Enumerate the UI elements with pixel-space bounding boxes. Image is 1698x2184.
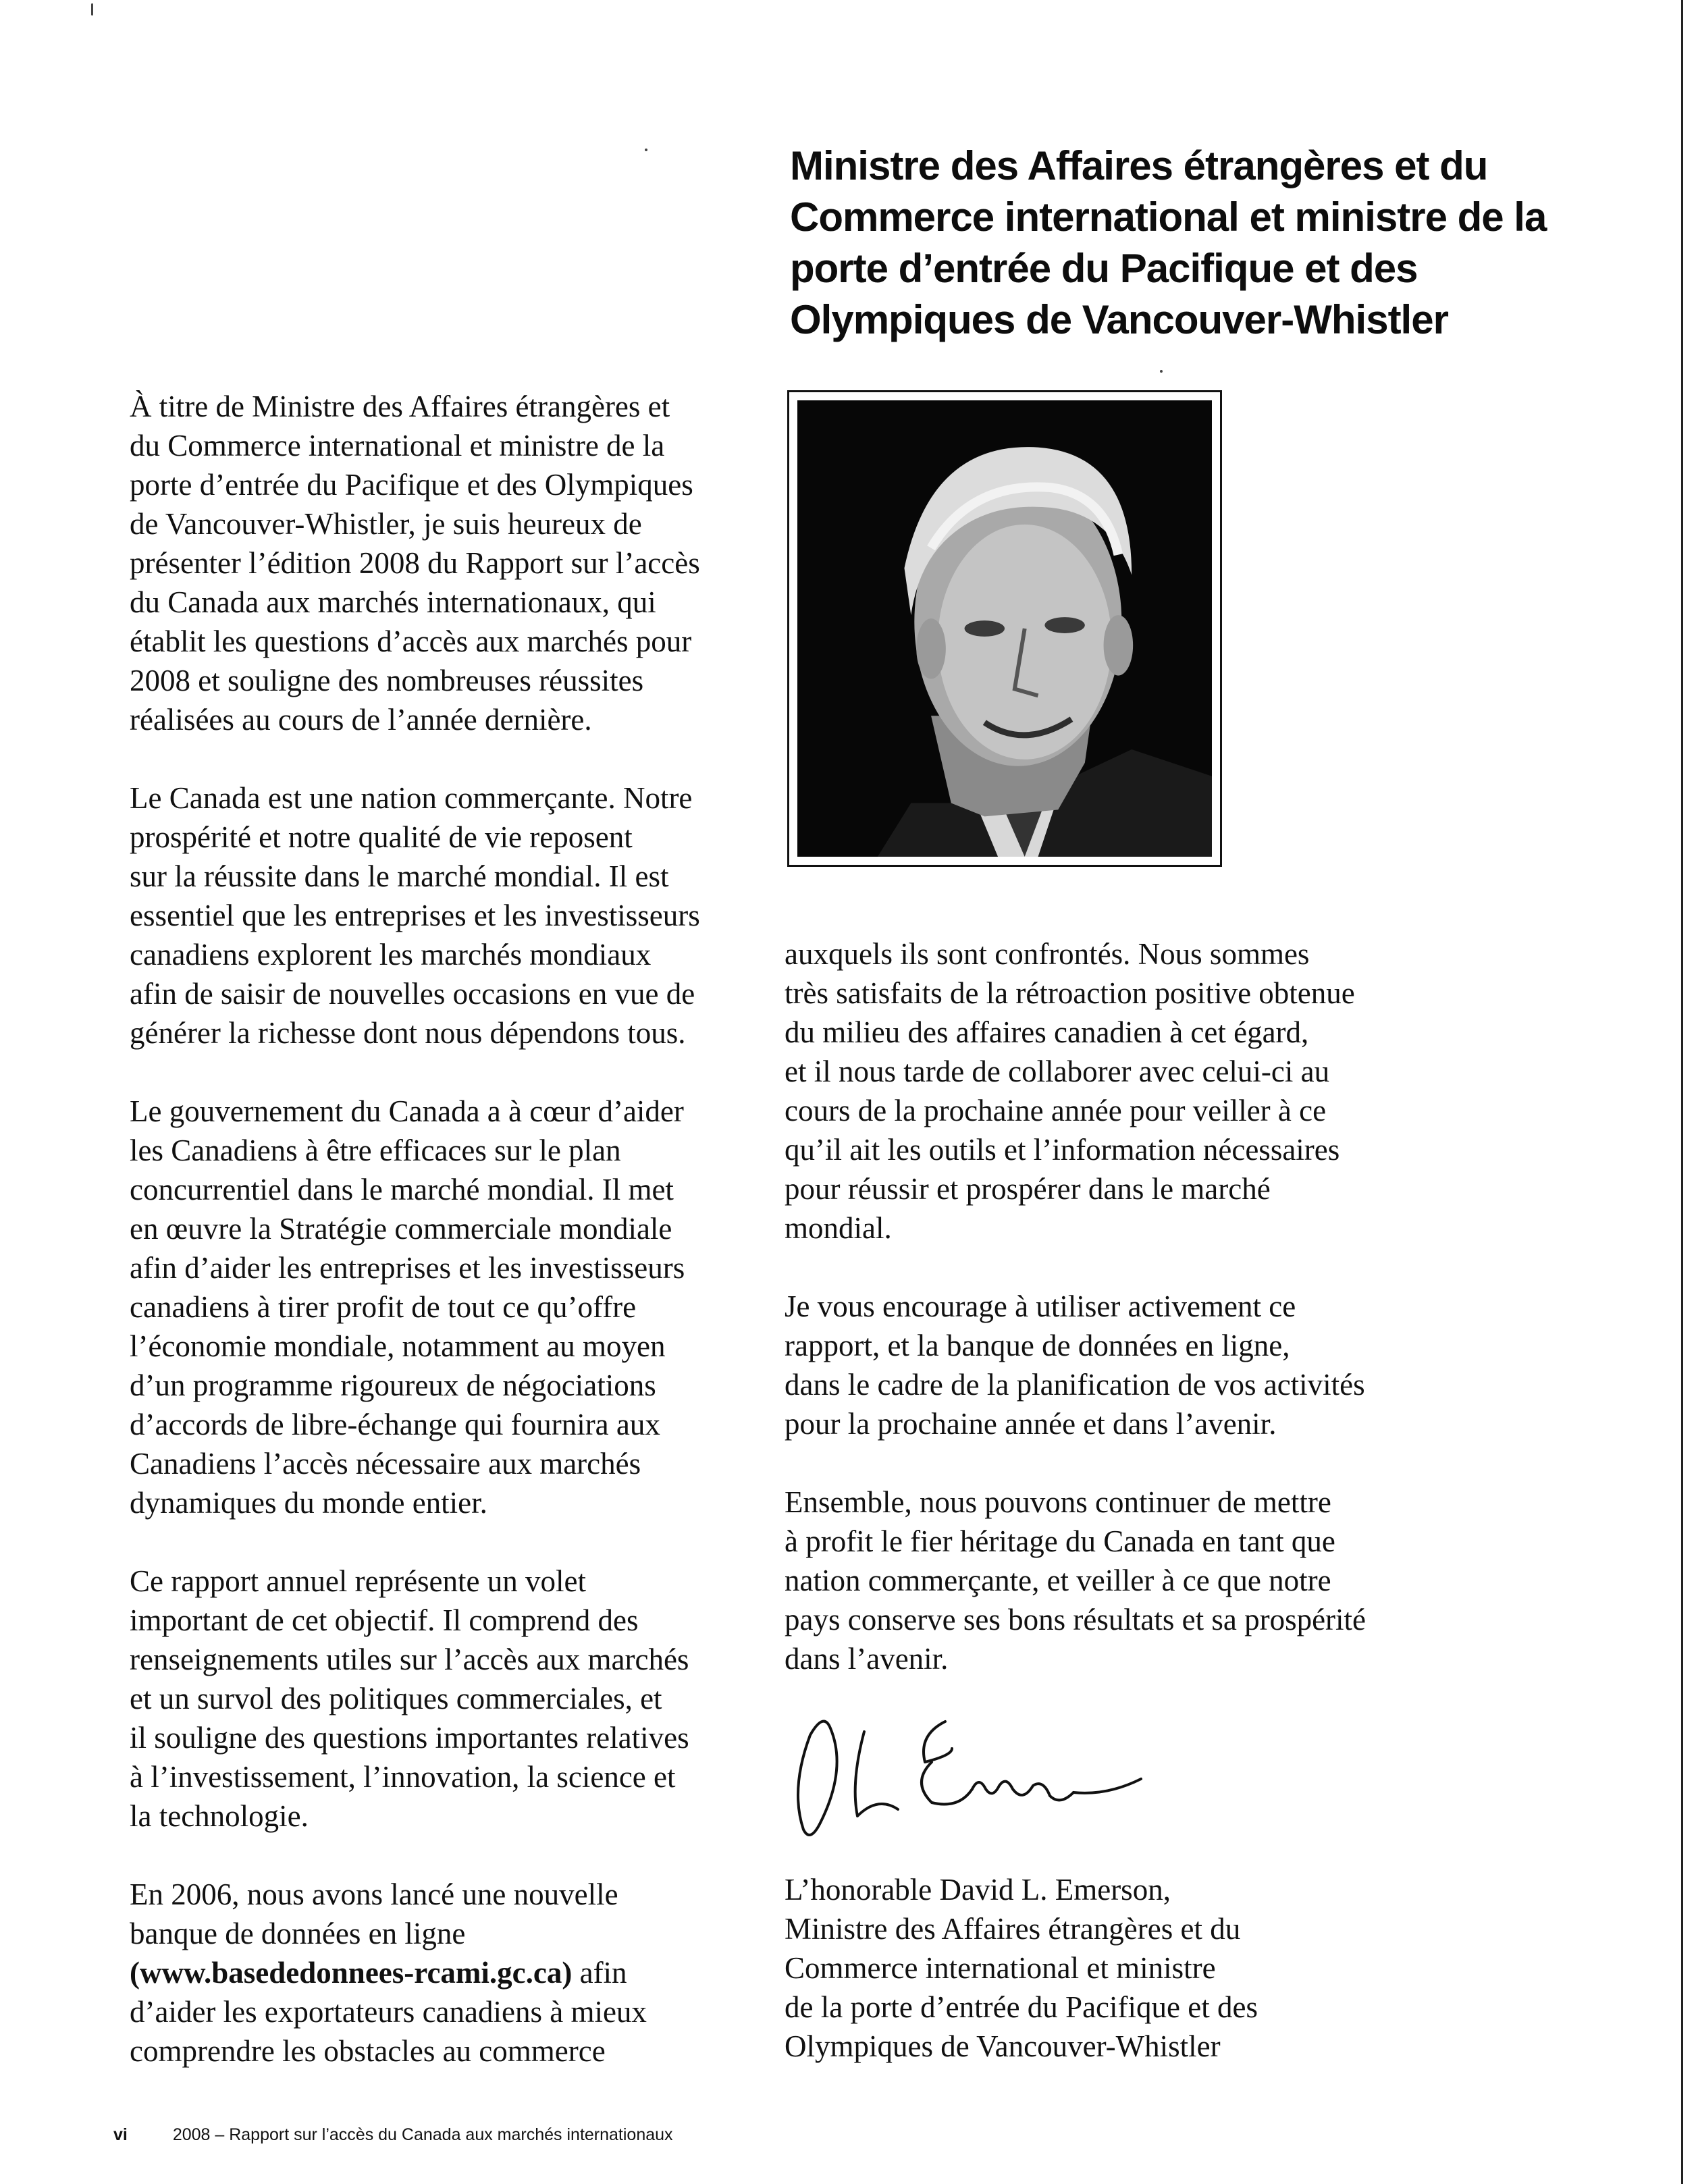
database-url: (www.basededonnees-rcami.gc.ca)	[130, 1956, 573, 1990]
scan-edge-line	[1681, 0, 1683, 2184]
paragraph-feedback: auxquels ils sont confrontés. Nous sommes très satisfaits de la rétroaction positive obtenue du milieu des affaires canadien à cet égard, et il nous tarde de collaborer avec celui-ci au cours de la prochaine année pour veiller à ce qu’il ait les outils et l’information nécessaires pour réussir et prospérer dans le marché mondial.	[785, 937, 1355, 1245]
page-title: Ministre des Affaires étrangères et du Commerce international et ministre de la porte d’entrée du Pacifique et des Olympiques de Vancouver-Whistler	[790, 143, 1547, 342]
signatory-block: L’honorable David L. Emerson, Ministre des Affaires étrangères et du Commerce international et ministre de la porte d’entrée du Pacifique et des Olympiques de Vancouver-Whistler	[785, 1873, 1258, 2063]
paragraph-intro: À titre de Ministre des Affaires étrangères et du Commerce international et ministre de la porte d’entrée du Pacifique et des Olympiques de Vancouver-Whistler, je suis heureux de présenter l’édition 2008 du Rapport sur l’accès du Canada aux marchés internationaux, qui établit les questions d’accès aux marchés pour 2008 et souligne des nombreuses réussites réalisées au cours de l’année dernière.	[130, 390, 700, 737]
paragraph-government: Le gouvernement du Canada a à cœur d’aider les Canadiens à être efficaces sur le plan concurrentiel dans le marché mondial. Il met en œuvre la Stratégie commerciale mondiale afin d’aider les entreprises et les investisseurs canadiens à tirer profit de tout ce qu’offre l’économie mondiale, notamment au moyen d’un programme rigoureux de négociations d’accords de libre-échange qui fournira aux Canadiens l’accès nécessaire aux marchés dynamiques du monde entier.	[130, 1094, 685, 1520]
left-column	[130, 387, 751, 2110]
minister-portrait	[787, 390, 1222, 867]
page-number: vi	[113, 2125, 128, 2144]
right-column	[785, 934, 1412, 1717]
scan-speck	[1160, 370, 1163, 373]
handwritten-signature-icon	[783, 1708, 1148, 1843]
paragraph-report: Ce rapport annuel représente un volet important de cet objectif. Il comprend des renseignements utiles sur l’accès aux marchés et un survol des politiques commerciales, et il souligne des questions importantes relatives à l’investissement, l’innovation, la science et la technologie.	[130, 1564, 689, 1833]
running-title: 2008 – Rapport sur l’accès du Canada aux marchés internationaux	[172, 2125, 673, 2144]
scan-speck	[91, 3, 93, 16]
database-text-after: afin d’aider les exportateurs canadiens à mieux comprendre les obstacles au commerce	[130, 1956, 647, 2068]
paragraph-encourage: Je vous encourage à utiliser activement ce rapport, et la banque de données en ligne, dans le cadre de la planification de vos activités pour la prochaine année et dans l’avenir.	[785, 1289, 1365, 1441]
paragraph-database	[130, 1875, 751, 2071]
scan-speck	[645, 149, 647, 151]
paragraph-trading-nation: Le Canada est une nation commerçante. Notre prospérité et notre qualité de vie reposent sur la réussite dans le marché mondial. Il est essentiel que les entreprises et les investisseurs canadiens explorent les marchés mondiaux afin de saisir de nouvelles occasions en vue de générer la richesse dont nous dépendons tous.	[130, 781, 700, 1050]
page-footer	[113, 2125, 673, 2145]
portrait-photo-icon	[797, 400, 1212, 857]
database-text-before: En 2006, nous avons lancé une nouvelle banque de données en ligne	[130, 1877, 618, 1950]
paragraph-together: Ensemble, nous pouvons continuer de mettre à profit le fier héritage du Canada en tant que nation commerçante, et veiller à ce que notre pays conserve ses bons résultats et sa prospérité dans l’avenir.	[785, 1485, 1367, 1676]
